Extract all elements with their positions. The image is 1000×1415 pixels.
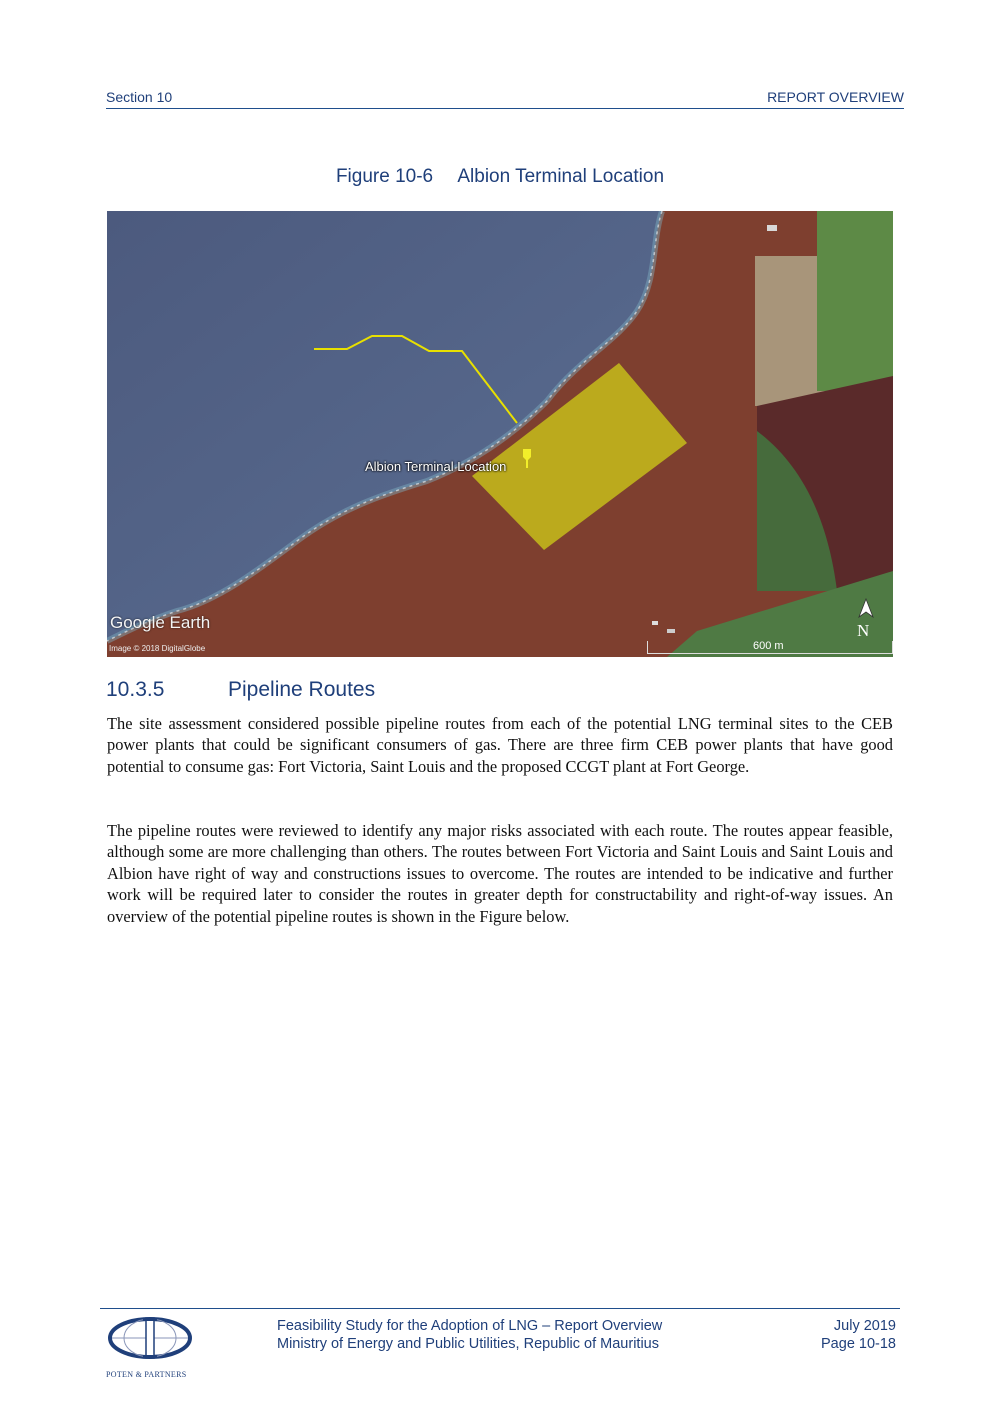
figure-title: Albion Terminal Location <box>457 166 665 187</box>
footer-document-info <box>277 1317 662 1353</box>
body-paragraph: The site assessment considered possible pipeline routes from each of the potential LNG terminal sites to the CEB power plants that could be significant consumers of gas. There are three firm CEB power plants that have good potential to consume gas: Fort Victoria, Saint Louis and the proposed CCGT plant at Fort George. <box>107 714 893 776</box>
building <box>767 225 777 231</box>
footer-page-info <box>821 1317 896 1353</box>
satellite-imagery <box>107 211 893 657</box>
footer-page-number: Page 10-18 <box>821 1336 896 1352</box>
section-title: Pipeline Routes <box>228 678 376 701</box>
header-title: REPORT OVERVIEW <box>767 89 904 105</box>
poten-partners-logo <box>108 1316 192 1360</box>
figure-caption <box>0 166 1000 188</box>
building <box>667 629 675 633</box>
north-label: N <box>857 621 870 640</box>
footer-company: POTEN & PARTNERS <box>106 1370 187 1379</box>
google-earth-logo: Google Earth <box>110 613 211 632</box>
footer-line-2: Ministry of Energy and Public Utilities, Republic of Mauritius <box>277 1336 659 1352</box>
terminal-location-label: Albion Terminal Location <box>365 459 507 474</box>
figure-number: Figure 10-6 <box>335 166 434 187</box>
scale-label: 600 m <box>753 640 784 652</box>
header-section: Section 10 <box>106 89 173 105</box>
page-header <box>106 88 904 109</box>
imagery-credit: Image © 2018 DigitalGlobe <box>109 644 206 653</box>
section-heading <box>106 678 375 702</box>
field-green-top <box>817 211 893 391</box>
satellite-map <box>107 211 893 657</box>
footer-date: July 2019 <box>833 1318 896 1334</box>
section-number: 10.3.5 <box>106 678 165 701</box>
building <box>652 621 658 625</box>
footer-divider <box>100 1308 900 1309</box>
footer-line-1: Feasibility Study for the Adoption of LNG – Report Overview <box>277 1318 663 1334</box>
body-paragraph: The pipeline routes were reviewed to identify any major risks associated with each route. The routes appear feasible, although some are more challenging than others. The routes between Fort Victoria and Saint Louis and Saint Louis and Albion have right of way and constructions issues to overcome. The routes are intended to be indicative and further work will be required later to consider the routes in greater depth for constructability and right-of-way issues. An overview of the potential pipeline routes is shown in the Figure below. <box>107 821 893 926</box>
